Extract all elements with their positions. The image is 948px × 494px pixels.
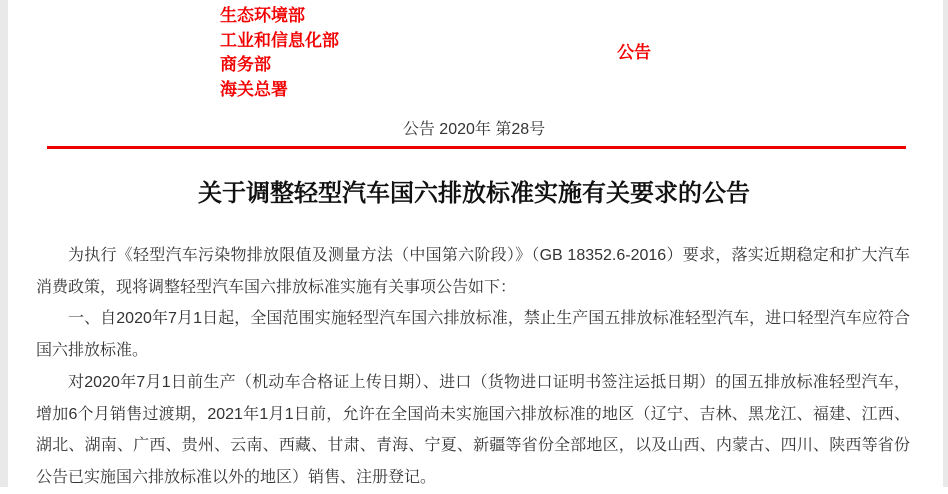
ministry-name: 商务部 xyxy=(220,55,271,75)
issuing-ministries xyxy=(220,4,339,102)
announcement-body xyxy=(36,240,910,494)
ministry-name: 工业和信息化部 xyxy=(220,30,339,50)
page-edge-right xyxy=(943,0,948,487)
ministry-name: 海关总署 xyxy=(220,79,288,99)
announcement-label: 公告 xyxy=(617,43,651,62)
body-paragraph: 对2020年7月1日前生产（机动车合格证上传日期）、进口（货物进口证明书签注运抵日期）的国五排放标准轻型汽车，增加6个月销售过渡期，2021年1月1日前，允许在全国尚未实施国六排放标准的地区（辽宁、吉林、黑龙江、福建、江西、湖北、湖南、广西、贵州、云南、西藏、甘肃、青海、宁夏、新疆等省份全部地区，以及山西、内蒙古、四川、陕西等省份公告已实施国六排放标准以外的地区）销售、注册登记。 xyxy=(36,373,910,486)
page-edge-left xyxy=(0,0,8,487)
body-paragraph: 一、自2020年7月1日起，全国范围实施轻型汽车国六排放标准，禁止生产国五排放标准轻型汽车，进口轻型汽车应符合国六排放标准。 xyxy=(36,310,910,360)
red-divider xyxy=(47,146,906,149)
body-paragraph: 为执行《轻型汽车污染物排放限值及测量方法（中国第六阶段）》（GB 18352.6-2016）要求，落实近期稳定和扩大汽车消费政策，现将调整轻型汽车国六排放标准实施有关事项公告如下： xyxy=(36,247,910,296)
doc-number: 公告 2020年 第28号 xyxy=(402,121,546,138)
ministry-name: 生态环境部 xyxy=(220,6,305,25)
page-title: 关于调整轻型汽车国六排放标准实施有关要求的公告 xyxy=(198,180,750,207)
